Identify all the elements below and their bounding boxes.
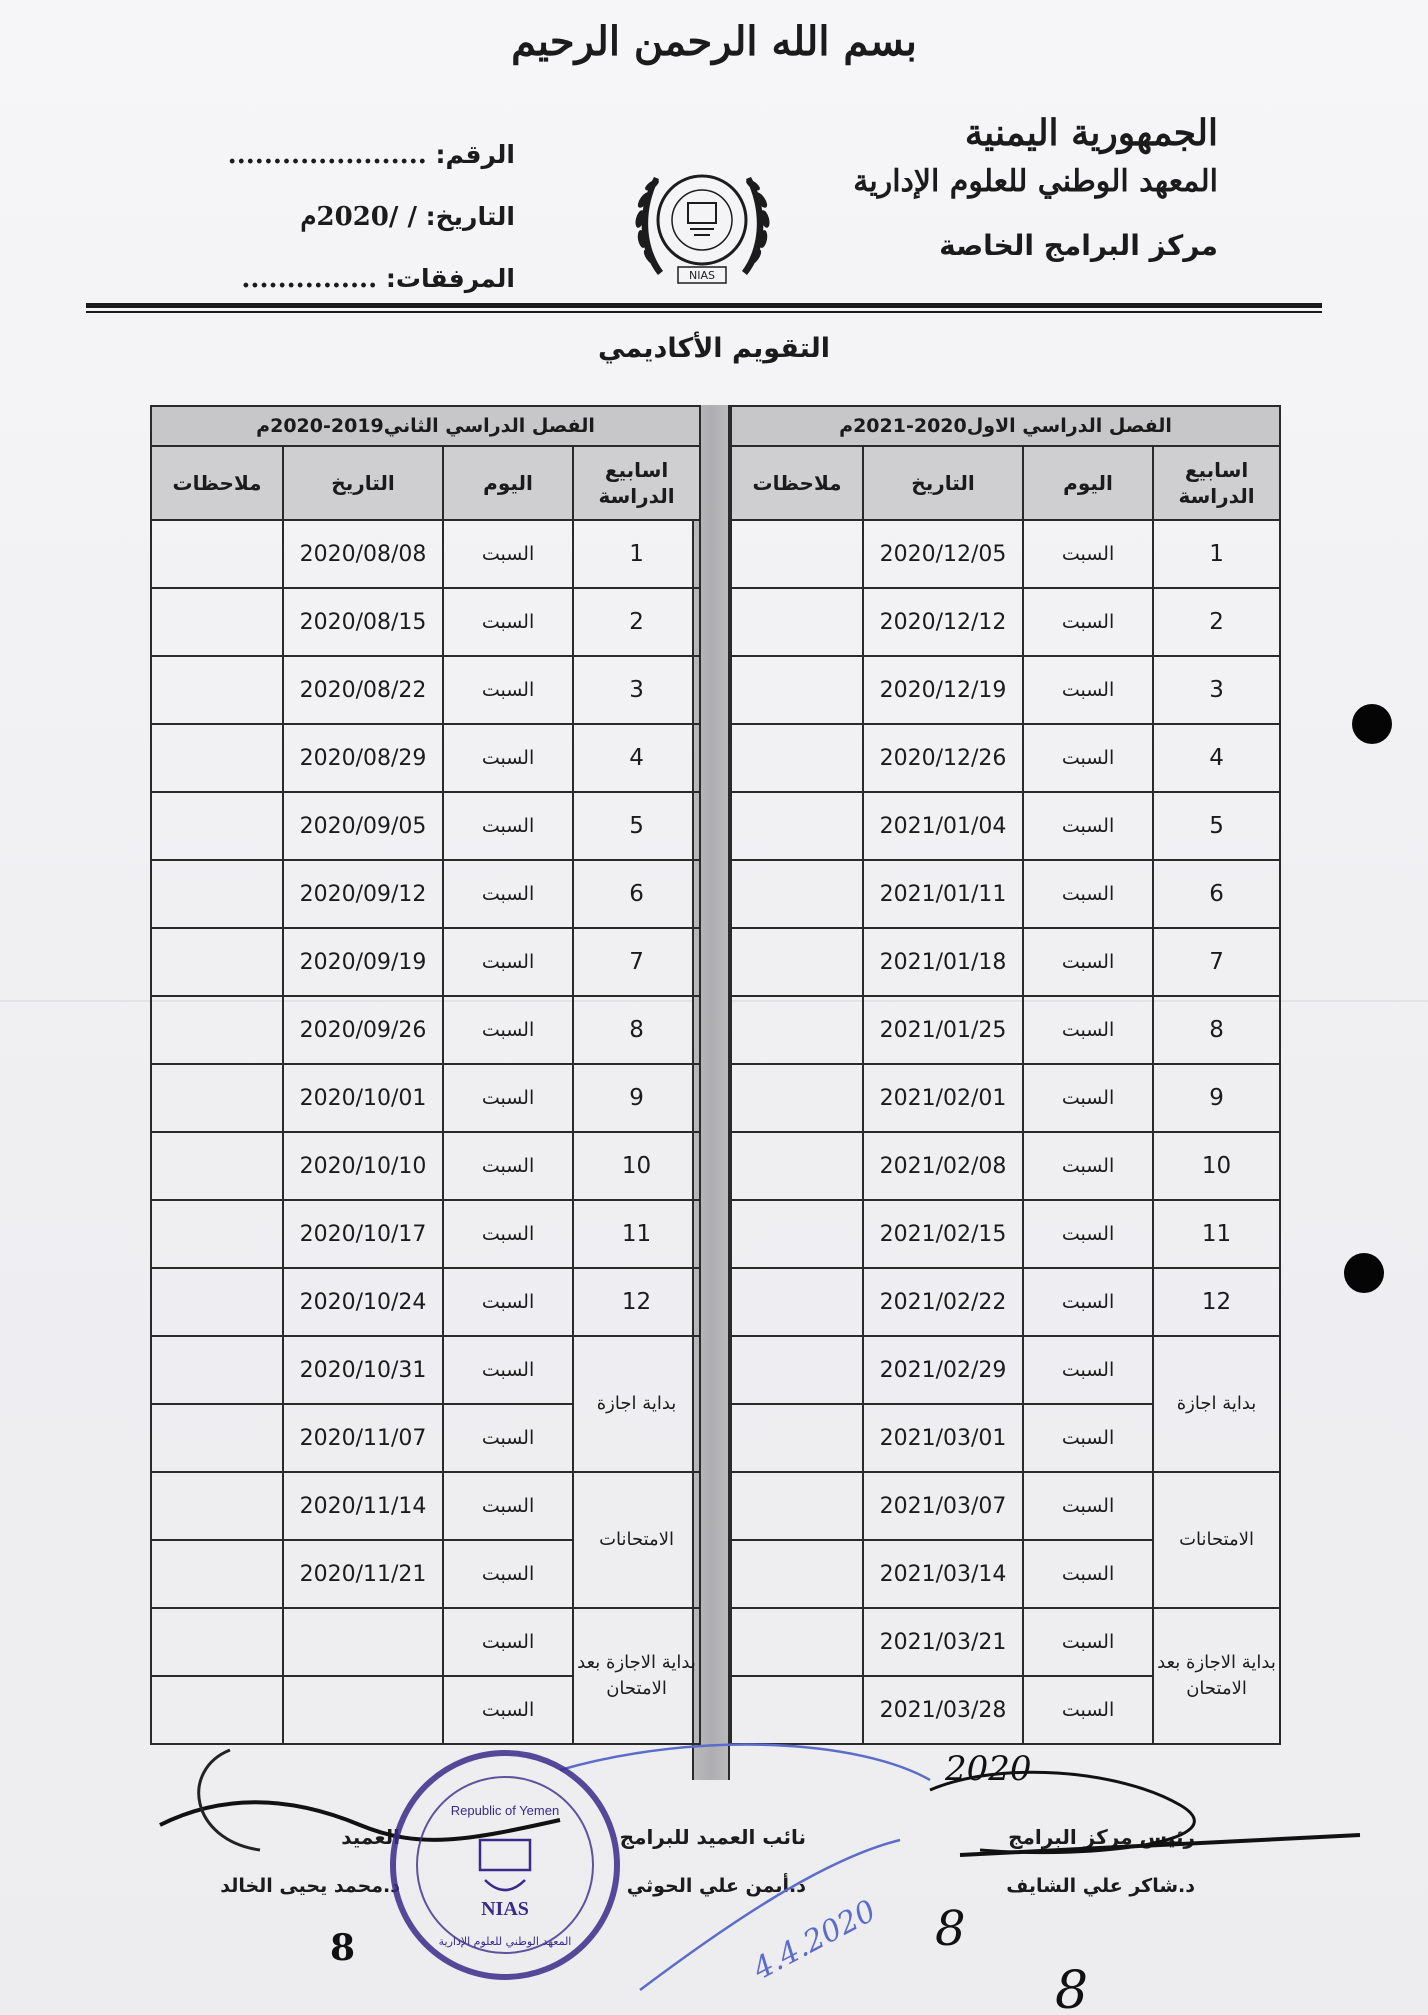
notes-cell	[731, 1472, 863, 1540]
sig-head-name: د.شاكر علي الشايف	[1006, 1875, 1195, 1897]
notes-cell	[151, 1200, 283, 1268]
attach-value: ...............	[241, 264, 378, 294]
table-row	[731, 1200, 1280, 1268]
day-cell: السبت	[1023, 996, 1153, 1064]
sig-dean-name: د.محمد يحيى الخالد	[220, 1875, 400, 1897]
day-cell: السبت	[1023, 860, 1153, 928]
day-cell: السبت	[1023, 1336, 1153, 1404]
day-cell: السبت	[1023, 1472, 1153, 1540]
notes-cell	[151, 860, 283, 928]
header-rule-thick	[86, 303, 1322, 308]
table-row	[731, 1132, 1280, 1200]
table-row	[151, 1064, 700, 1132]
week-cell: 7	[1153, 928, 1280, 996]
notes-cell	[151, 1676, 283, 1744]
day-cell: السبت	[1023, 1064, 1153, 1132]
day-cell: السبت	[1023, 928, 1153, 996]
notes-cell	[731, 1676, 863, 1744]
stamp-abbr: NIAS	[481, 1898, 529, 1920]
week-cell: 12	[1153, 1268, 1280, 1336]
stamp-name: المعهد الوطني للعلوم الإدارية	[438, 1935, 572, 1948]
signature-dean	[220, 1825, 400, 1897]
notes-cell	[151, 996, 283, 1064]
signature-vice	[620, 1825, 806, 1897]
table-row	[151, 1268, 700, 1336]
institute-logo	[630, 155, 775, 290]
day-cell: السبت	[443, 1540, 573, 1608]
table-row	[731, 588, 1280, 656]
notes-cell	[151, 520, 283, 588]
week-cell: 11	[1153, 1200, 1280, 1268]
date-cell: 2021/02/15	[863, 1200, 1023, 1268]
notes-cell	[151, 1404, 283, 1472]
day-cell: السبت	[1023, 588, 1153, 656]
week-cell: 1	[1153, 520, 1280, 588]
col-date: التاريخ	[283, 446, 443, 520]
punch-hole	[1352, 704, 1392, 744]
notes-cell	[731, 1200, 863, 1268]
notes-cell	[731, 1064, 863, 1132]
day-cell: السبت	[1023, 1268, 1153, 1336]
week-cell: 3	[1153, 656, 1280, 724]
week-cell: 4	[1153, 724, 1280, 792]
date-cell: 2020/09/12	[283, 860, 443, 928]
notes-cell	[731, 860, 863, 928]
table-row	[731, 928, 1280, 996]
date-cell	[283, 1676, 443, 1744]
date-cell: 2021/03/01	[863, 1404, 1023, 1472]
date-cell: 2021/02/22	[863, 1268, 1023, 1336]
notes-cell	[151, 1336, 283, 1404]
notes-cell	[731, 792, 863, 860]
day-cell: السبت	[1023, 1608, 1153, 1676]
week-cell: 9	[1153, 1064, 1280, 1132]
day-cell: السبت	[443, 792, 573, 860]
notes-cell	[731, 1608, 863, 1676]
table-row	[151, 928, 700, 996]
ref-value: ......................	[227, 140, 427, 170]
date-cell: 2020/12/12	[863, 588, 1023, 656]
period-label-cell: الامتحانات	[1153, 1472, 1280, 1608]
table-row	[151, 1336, 700, 1404]
day-cell: السبت	[443, 1064, 573, 1132]
date-cell: 2021/01/11	[863, 860, 1023, 928]
notes-cell	[151, 1472, 283, 1540]
day-cell: السبت	[443, 1132, 573, 1200]
table-row	[731, 996, 1280, 1064]
handwritten-number-3: 8	[330, 1927, 356, 1969]
notes-cell	[151, 1268, 283, 1336]
date-cell: 2020/08/08	[283, 520, 443, 588]
week-cell: 6	[573, 860, 700, 928]
day-cell: السبت	[1023, 656, 1153, 724]
sig-dean-title: العميد	[341, 1825, 400, 1849]
official-stamp	[385, 1745, 625, 1985]
week-cell: 4	[573, 724, 700, 792]
date-cell: 2020/09/26	[283, 996, 443, 1064]
table-row	[731, 1608, 1280, 1676]
stamp-eagle-icon	[485, 1880, 525, 1890]
day-cell: السبت	[443, 996, 573, 1064]
day-cell: السبت	[1023, 792, 1153, 860]
date-cell: 2021/03/14	[863, 1540, 1023, 1608]
date-value: / /2020م	[300, 202, 417, 232]
week-cell: 9	[573, 1064, 700, 1132]
week-cell: 10	[573, 1132, 700, 1200]
period-label-cell: بداية اجازة	[573, 1336, 700, 1472]
notes-cell	[151, 792, 283, 860]
table-row	[151, 520, 700, 588]
notes-cell	[151, 1540, 283, 1608]
date-cell: 2020/09/19	[283, 928, 443, 996]
week-cell: 12	[573, 1268, 700, 1336]
handwritten-number: 8	[935, 1901, 966, 1957]
sig-head-title: رئيس مركز البرامج	[1008, 1825, 1195, 1849]
notes-cell	[731, 656, 863, 724]
punch-hole	[1344, 1253, 1384, 1293]
table-row	[151, 1200, 700, 1268]
notes-cell	[731, 520, 863, 588]
date-cell: 2020/08/22	[283, 656, 443, 724]
week-cell: 8	[573, 996, 700, 1064]
table-row	[151, 588, 700, 656]
date-cell: 2020/08/29	[283, 724, 443, 792]
sig-vice-title: نائب العميد للبرامج	[619, 1825, 806, 1849]
sig-vice-name: د.أيمن علي الحوثي	[626, 1875, 806, 1897]
logo-inner	[672, 190, 732, 250]
day-cell: السبت	[443, 1472, 573, 1540]
day-cell: السبت	[443, 656, 573, 724]
date-cell: 2021/01/18	[863, 928, 1023, 996]
week-cell: 5	[1153, 792, 1280, 860]
table-row	[151, 724, 700, 792]
date-cell: 2021/03/21	[863, 1608, 1023, 1676]
ref-label: الرقم:	[435, 140, 515, 169]
notes-cell	[731, 1132, 863, 1200]
table-row	[151, 1132, 700, 1200]
basmala: بسم الله الرحمن الرحيم	[511, 18, 917, 65]
table-row	[151, 656, 700, 724]
day-cell: السبت	[1023, 1676, 1153, 1744]
notes-cell	[731, 1336, 863, 1404]
table-row	[151, 860, 700, 928]
notes-cell	[151, 1132, 283, 1200]
week-cell: 1	[573, 520, 700, 588]
semester2-table-wrap	[150, 405, 701, 1745]
handwritten-number-2: 8	[1055, 1961, 1089, 2015]
date-cell: 2020/10/17	[283, 1200, 443, 1268]
col-weeks: اسابيع الدراسة	[1153, 446, 1280, 520]
day-cell: السبت	[443, 520, 573, 588]
day-cell: السبت	[443, 1268, 573, 1336]
institute-name: المعهد الوطني للعلوم الإدارية	[853, 164, 1218, 199]
week-cell: 11	[573, 1200, 700, 1268]
day-cell: السبت	[443, 1676, 573, 1744]
semester1-table-wrap	[730, 405, 1281, 1745]
notes-cell	[731, 928, 863, 996]
col-weeks: اسابيع الدراسة	[573, 446, 700, 520]
date-cell: 2020/12/26	[863, 724, 1023, 792]
handwritten-date: 4.4.2020	[747, 1893, 882, 1988]
date-cell: 2020/10/24	[283, 1268, 443, 1336]
date-cell: 2020/11/07	[283, 1404, 443, 1472]
day-cell: السبت	[1023, 724, 1153, 792]
attach-row	[241, 264, 515, 326]
date-cell: 2020/10/31	[283, 1336, 443, 1404]
day-cell: السبت	[1023, 1540, 1153, 1608]
table-row	[731, 724, 1280, 792]
date-cell: 2021/03/07	[863, 1472, 1023, 1540]
week-cell: 10	[1153, 1132, 1280, 1200]
week-cell: 5	[573, 792, 700, 860]
handwritten-year: 2020	[945, 1749, 1032, 1789]
table-row	[731, 1472, 1280, 1540]
day-cell: السبت	[1023, 1404, 1153, 1472]
notes-cell	[151, 724, 283, 792]
center-name: مركز البرامج الخاصة	[939, 229, 1218, 262]
table-row	[151, 1608, 700, 1676]
date-row	[255, 202, 515, 264]
week-cell: 7	[573, 928, 700, 996]
table-row	[731, 792, 1280, 860]
date-cell: 2021/03/28	[863, 1676, 1023, 1744]
col-day: اليوم	[443, 446, 573, 520]
notes-cell	[731, 588, 863, 656]
stamp-emblem-icon	[480, 1840, 530, 1870]
notes-cell	[151, 1608, 283, 1676]
header-rule-thin	[86, 311, 1322, 313]
date-cell: 2021/02/29	[863, 1336, 1023, 1404]
period-label-cell: بداية الاجازة بعد الامتحان	[1153, 1608, 1280, 1744]
date-cell: 2020/12/19	[863, 656, 1023, 724]
table-row	[151, 1472, 700, 1540]
notes-cell	[151, 588, 283, 656]
date-cell: 2020/10/01	[283, 1064, 443, 1132]
date-cell: 2020/10/10	[283, 1132, 443, 1200]
day-cell: السبت	[443, 1608, 573, 1676]
week-cell: 2	[573, 588, 700, 656]
col-notes: ملاحظات	[731, 446, 863, 520]
col-notes: ملاحظات	[151, 446, 283, 520]
logo-abbr: NIAS	[689, 269, 715, 282]
table-row	[151, 792, 700, 860]
notes-cell	[731, 724, 863, 792]
notes-cell	[731, 1404, 863, 1472]
date-cell: 2020/12/05	[863, 520, 1023, 588]
table-row	[731, 1064, 1280, 1132]
table-row	[151, 996, 700, 1064]
semester1-table	[730, 405, 1281, 1745]
semester1-heading: الفصل الدراسي الاول2020-2021م	[731, 406, 1280, 446]
date-cell: 2020/08/15	[283, 588, 443, 656]
week-cell: 6	[1153, 860, 1280, 928]
date-cell: 2021/02/01	[863, 1064, 1023, 1132]
semester2-table	[150, 405, 701, 1745]
notes-cell	[731, 1540, 863, 1608]
date-cell: 2021/01/25	[863, 996, 1023, 1064]
day-cell: السبت	[443, 928, 573, 996]
day-cell: السبت	[443, 724, 573, 792]
day-cell: السبت	[443, 1404, 573, 1472]
stamp-republic: Republic of Yemen	[450, 1803, 560, 1818]
semester2-heading: الفصل الدراسي الثاني2019-2020م	[151, 406, 700, 446]
table-row	[731, 860, 1280, 928]
period-label-cell: الامتحانات	[573, 1472, 700, 1608]
date-cell: 2020/11/14	[283, 1472, 443, 1540]
date-cell	[283, 1608, 443, 1676]
week-cell: 8	[1153, 996, 1280, 1064]
republic-name: الجمهورية اليمنية	[964, 112, 1218, 154]
table-row	[731, 520, 1280, 588]
date-cell: 2021/02/08	[863, 1132, 1023, 1200]
letterhead-right	[853, 108, 1218, 276]
table-row	[731, 1336, 1280, 1404]
day-cell: السبت	[443, 1200, 573, 1268]
week-cell: 3	[573, 656, 700, 724]
col-date: التاريخ	[863, 446, 1023, 520]
table-row	[731, 656, 1280, 724]
day-cell: السبت	[1023, 1132, 1153, 1200]
day-cell: السبت	[443, 1336, 573, 1404]
notes-cell	[731, 996, 863, 1064]
day-cell: السبت	[1023, 520, 1153, 588]
notes-cell	[731, 1268, 863, 1336]
signature-head	[1006, 1825, 1195, 1897]
day-cell: السبت	[443, 860, 573, 928]
week-cell: 2	[1153, 588, 1280, 656]
col-day: اليوم	[1023, 446, 1153, 520]
table-row	[731, 1268, 1280, 1336]
period-label-cell: بداية الاجازة بعد الامتحان	[573, 1608, 700, 1744]
letterhead-left	[227, 140, 515, 326]
ref-row	[227, 140, 515, 202]
date-cell: 2020/09/05	[283, 792, 443, 860]
date-label: التاريخ:	[425, 202, 515, 231]
notes-cell	[151, 928, 283, 996]
period-label-cell: بداية اجازة	[1153, 1336, 1280, 1472]
date-cell: 2021/01/04	[863, 792, 1023, 860]
day-cell: السبت	[443, 588, 573, 656]
date-cell: 2020/11/21	[283, 1540, 443, 1608]
day-cell: السبت	[1023, 1200, 1153, 1268]
notes-cell	[151, 1064, 283, 1132]
notes-cell	[151, 656, 283, 724]
document-title: التقويم الأكاديمي	[597, 333, 831, 364]
attach-label: المرفقات:	[385, 264, 515, 293]
